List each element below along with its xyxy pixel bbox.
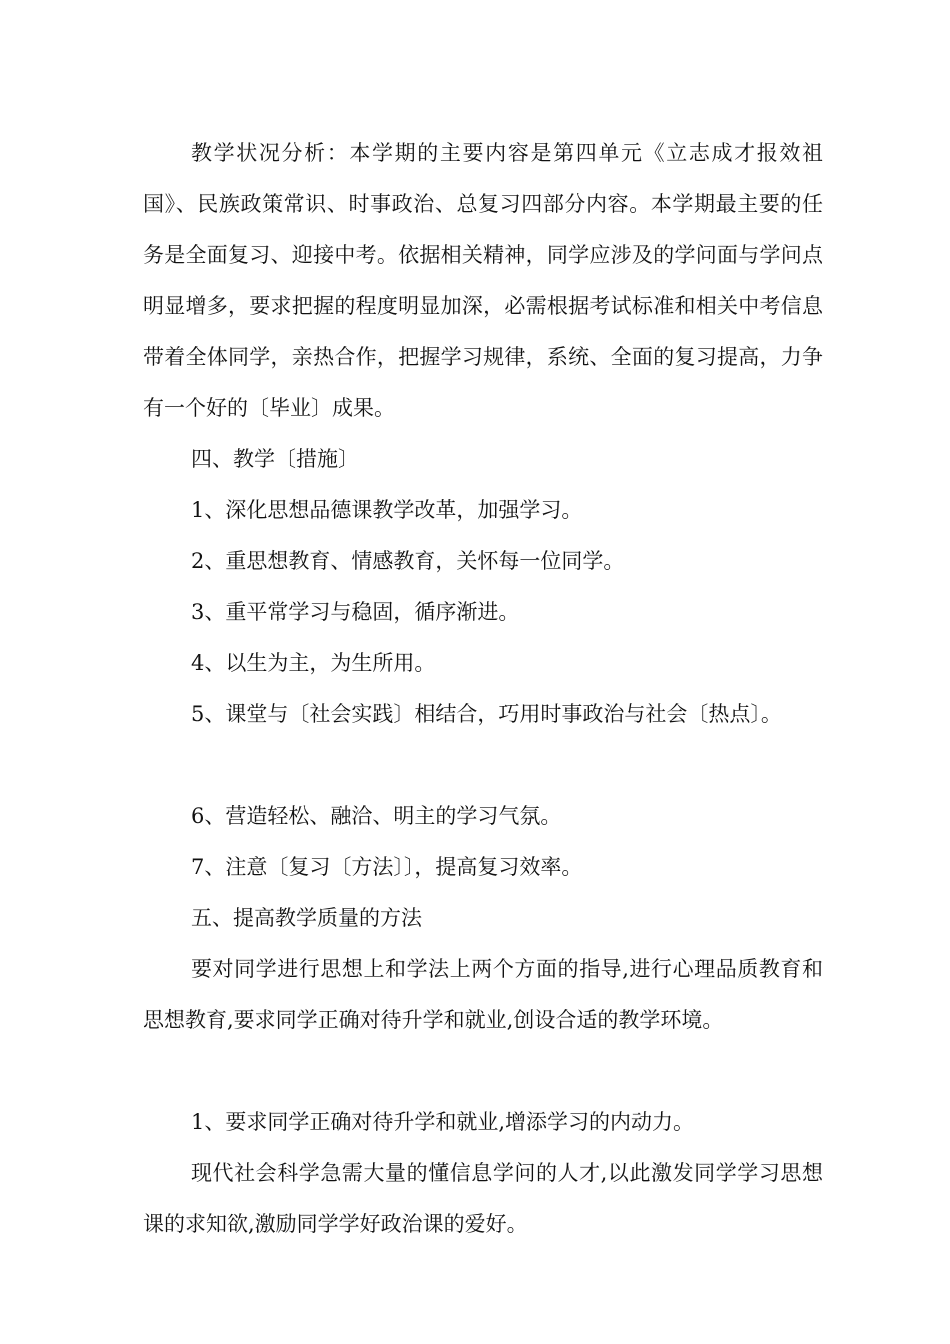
paragraph-guidance: 要对同学进行思想上和学法上两个方面的指导,进行心理品质教育和思想教育,要求同学正确对待升学和就业,创设合适的教学环境。 (143, 957, 823, 1032)
list-item-method-1: 1、要求同学正确对待升学和就业,增添学习的内动力。 (191, 1110, 695, 1134)
list-item-measure-6: 6、营造轻松、融洽、明主的学习气氛。 (191, 804, 562, 828)
list-item-measure-3: 3、重平常学习与稳固，循序渐进。 (191, 600, 520, 624)
list-item-measure-1: 1、深化思想品德课教学改革，加强学习。 (191, 498, 583, 522)
list-item-measure-2: 2、重思想教育、情感教育，关怀每一位同学。 (191, 549, 625, 573)
heading-quality-methods: 五、提高教学质量的方法 (191, 906, 422, 930)
paragraph-motivation: 现代社会科学急需大量的懂信息学问的人才,以此激发同学学习思想课的求知欲,激励同学学好政治课的爱好。 (143, 1161, 823, 1236)
document-body (143, 128, 823, 1250)
list-item-measure-7: 7、注意〔复习〔方法〕〕，提高复习效率。 (191, 855, 583, 879)
heading-teaching-measures: 四、教学〔措施〕 (191, 447, 359, 471)
paragraph-teaching-analysis: 教学状况分析：本学期的主要内容是第四单元《立志成才报效祖国》、民族政策常识、时事政治、总复习四部分内容。本学期最主要的任务是全面复习、迎接中考。依据相关精神，同学应涉及的学问面与学问点明显增多，要求把握的程度明显加深，必需根据考试标准和相关中考信息带着全体同学，亲热合作，把握学习规律，系统、全面的复习提高，力争有一个好的〔毕业〕成果。 (143, 141, 823, 420)
list-item-measure-4: 4、以生为主，为生所用。 (191, 651, 436, 675)
list-item-measure-5: 5、课堂与〔社会实践〕相结合，巧用时事政治与社会〔热点〕。 (191, 702, 782, 726)
blank-line (143, 740, 823, 791)
blank-line (143, 1046, 823, 1097)
